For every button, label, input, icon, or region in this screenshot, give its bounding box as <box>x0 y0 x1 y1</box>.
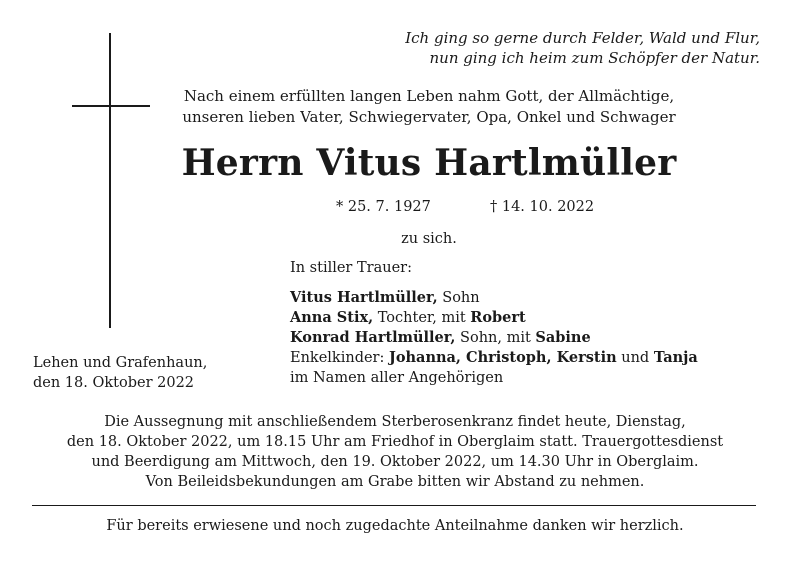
intro-line: unseren lieben Vater, Schwiegervater, Opa, Onkel und Schwager <box>182 108 676 126</box>
mourner-partner: Robert <box>470 309 526 326</box>
mourner-row <box>290 288 760 308</box>
life-dates <box>0 196 790 218</box>
deceased-name: Herrn Vitus Hartlmüller <box>181 142 677 184</box>
divider <box>32 505 756 506</box>
grandchildren-names: Johanna, Christoph, Kerstin <box>388 349 617 366</box>
intro-text <box>60 86 790 128</box>
notice-line: und Beerdigung am Mittwoch, den 19. Oktober 2022, um 14.30 Uhr in Oberglaim. <box>91 454 699 470</box>
mourner-relation: Tochter, mit <box>377 310 466 326</box>
mourner-row <box>290 308 760 328</box>
all-relatives: im Namen aller Angehörigen <box>290 370 504 386</box>
intro-line: Nach einem erfüllten langen Leben nahm Gott, der Allmächtige, <box>183 87 675 105</box>
place-date <box>33 353 273 393</box>
poem-line: Ich ging so gerne durch Felder, Wald und Flur, <box>405 29 760 47</box>
mourner-row <box>290 328 760 348</box>
birth-date: * 25. 7. 1927 <box>336 199 431 215</box>
grandchildren-last: Tanja <box>653 349 698 366</box>
mourner-name: Anna Stix, <box>290 309 374 326</box>
notice-line: Die Aussegnung mit anschließendem Sterberosenkranz findet heute, Dienstag, <box>104 414 686 430</box>
death-date: † 14. 10. 2022 <box>490 199 595 215</box>
mourner-name: Vitus Hartlmüller, <box>290 289 438 306</box>
grandchildren-row <box>290 348 760 368</box>
mourner-relation: Sohn, mit <box>460 330 531 346</box>
notice-line: den 18. Oktober 2022, um 18.15 Uhr am Friedhof in Oberglaim statt. Trauergottesdienst <box>66 434 724 450</box>
poem-line: nun ging ich heim zum Schöpfer der Natur. <box>429 49 760 67</box>
grandchildren-and: und <box>621 350 650 366</box>
mourner-partner: Sabine <box>535 329 591 346</box>
place-line: den 18. Oktober 2022 <box>33 375 195 391</box>
mourners-heading: In stiller Trauer: <box>290 260 412 276</box>
mourner-relation: Sohn <box>442 290 480 306</box>
place-line: Lehen und Grafenhaun, <box>33 355 208 371</box>
poem <box>380 28 760 68</box>
mourner-name: Konrad Hartlmüller, <box>290 329 456 346</box>
funeral-notice <box>20 412 770 492</box>
notice-line: Von Beileidsbekundungen am Grabe bitten wir Abstand zu nehmen. <box>145 474 645 490</box>
thanks-text: Für bereits erwiesene und noch zugedachte Anteilnahme danken wir herzlich. <box>106 518 684 534</box>
grandchildren-label: Enkelkinder: <box>290 350 385 366</box>
mourners-list <box>290 258 760 388</box>
closing-text: zu sich. <box>401 231 457 247</box>
